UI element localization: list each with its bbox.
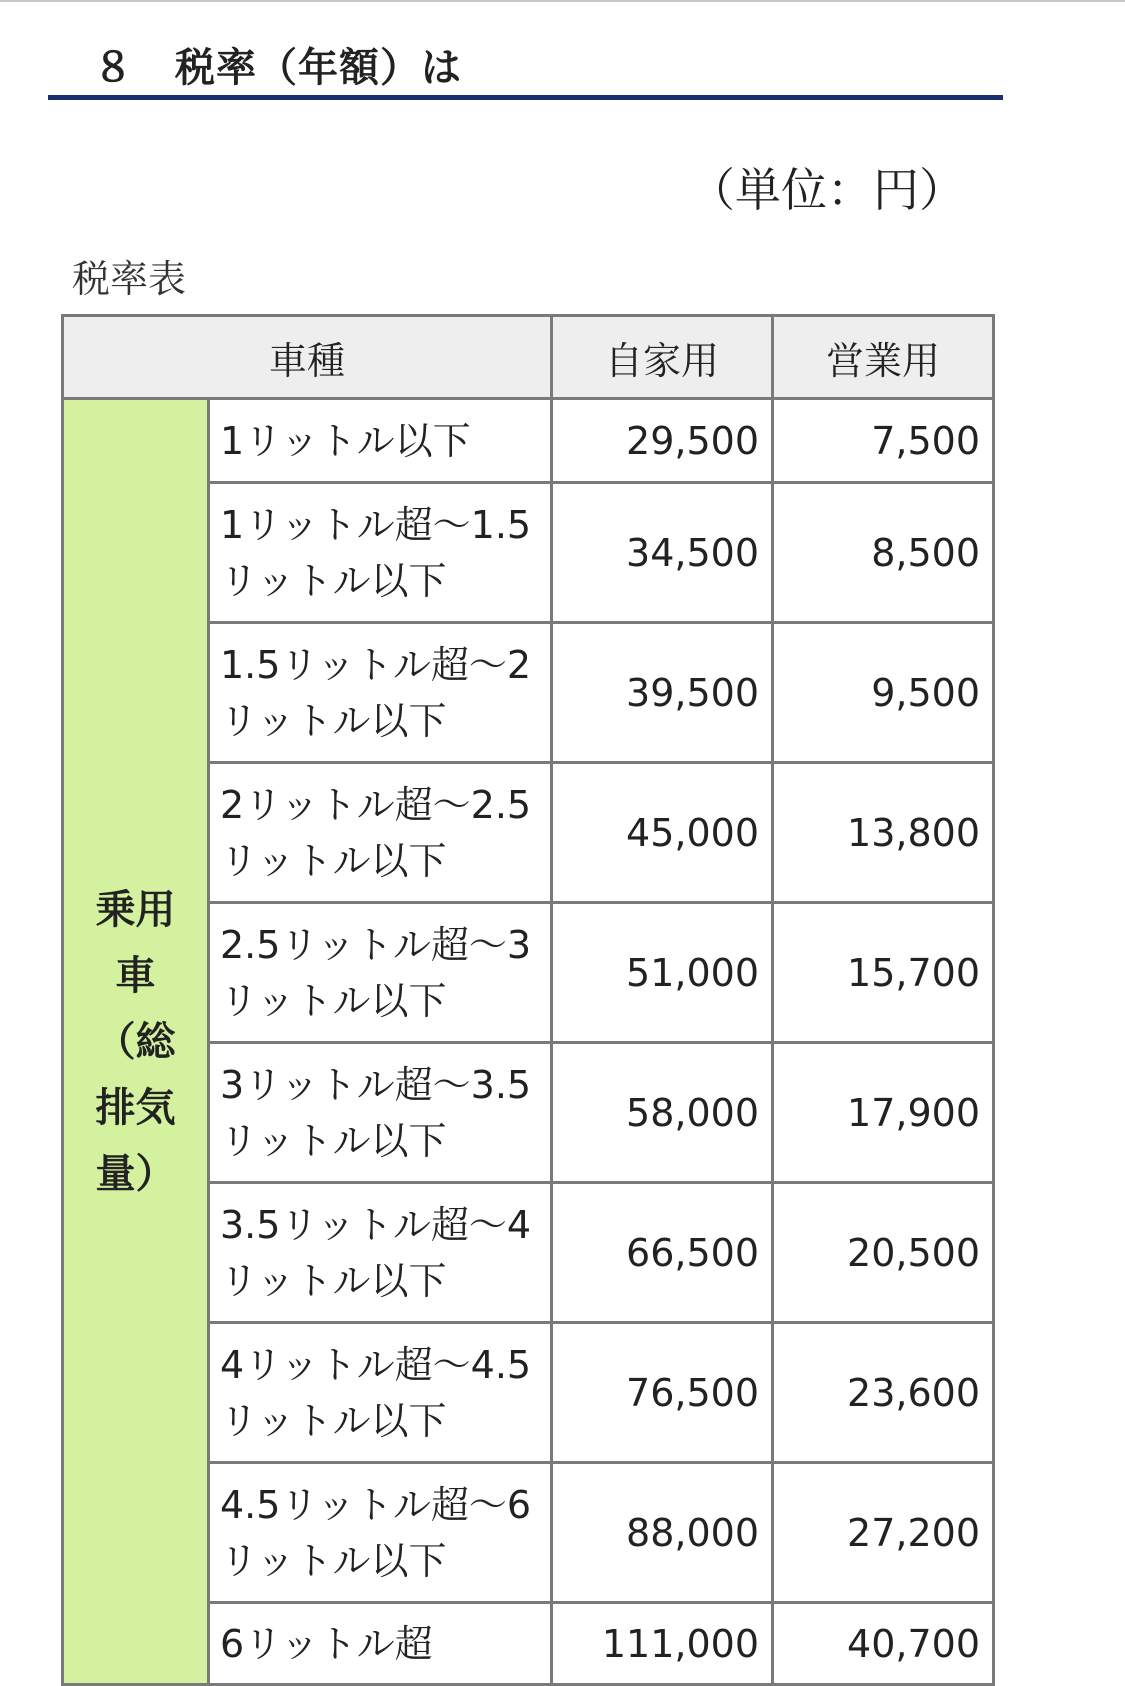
displacement-class: 1リットル超～1.5リットル以下 bbox=[209, 483, 552, 623]
section-title: 税率（年額）は bbox=[175, 45, 462, 91]
category-passenger-car bbox=[63, 399, 209, 1685]
private-rate: 29,500 bbox=[552, 399, 773, 483]
business-rate: 9,500 bbox=[773, 623, 994, 763]
business-rate: 7,500 bbox=[773, 399, 994, 483]
private-rate: 34,500 bbox=[552, 483, 773, 623]
private-rate: 111,000 bbox=[552, 1603, 773, 1685]
private-rate: 76,500 bbox=[552, 1323, 773, 1463]
business-rate: 40,700 bbox=[773, 1603, 994, 1685]
displacement-class: 1.5リットル超～2リットル以下 bbox=[209, 623, 552, 763]
category-line: 乗用 bbox=[95, 886, 176, 933]
category-line: 排気 bbox=[95, 1084, 176, 1131]
top-divider bbox=[0, 0, 1125, 2]
section-heading bbox=[48, 20, 1003, 100]
table-header-row bbox=[63, 316, 994, 399]
category-line: （総 bbox=[95, 1018, 176, 1065]
header-business-use: 営業用 bbox=[773, 316, 994, 399]
business-rate: 20,500 bbox=[773, 1183, 994, 1323]
private-rate: 45,000 bbox=[552, 763, 773, 903]
business-rate: 8,500 bbox=[773, 483, 994, 623]
displacement-class: 3.5リットル超～4リットル以下 bbox=[209, 1183, 552, 1323]
tax-rate-table bbox=[61, 314, 995, 1686]
displacement-class: 4.5リットル超～6リットル以下 bbox=[209, 1463, 552, 1603]
displacement-class: 1リットル以下 bbox=[209, 399, 552, 483]
business-rate: 17,900 bbox=[773, 1043, 994, 1183]
private-rate: 51,000 bbox=[552, 903, 773, 1043]
header-vehicle-type: 車種 bbox=[63, 316, 552, 399]
category-line: 車 bbox=[115, 952, 156, 999]
displacement-class: 3リットル超～3.5リットル以下 bbox=[209, 1043, 552, 1183]
category-line: 量） bbox=[95, 1150, 176, 1197]
business-rate: 13,800 bbox=[773, 763, 994, 903]
private-rate: 58,000 bbox=[552, 1043, 773, 1183]
displacement-class: 6リットル超 bbox=[209, 1603, 552, 1685]
displacement-class: 2リットル超～2.5リットル以下 bbox=[209, 763, 552, 903]
header-private-use: 自家用 bbox=[552, 316, 773, 399]
displacement-class: 2.5リットル超～3リットル以下 bbox=[209, 903, 552, 1043]
unit-label: （単位：円） bbox=[689, 163, 965, 217]
table-caption: 税率表 bbox=[72, 257, 187, 301]
private-rate: 39,500 bbox=[552, 623, 773, 763]
section-number: ８ bbox=[93, 45, 134, 91]
displacement-class: 4リットル超～4.5リットル以下 bbox=[209, 1323, 552, 1463]
business-rate: 27,200 bbox=[773, 1463, 994, 1603]
section-heading-text bbox=[93, 36, 462, 93]
business-rate: 23,600 bbox=[773, 1323, 994, 1463]
private-rate: 66,500 bbox=[552, 1183, 773, 1323]
table-row bbox=[63, 399, 994, 483]
private-rate: 88,000 bbox=[552, 1463, 773, 1603]
business-rate: 15,700 bbox=[773, 903, 994, 1043]
